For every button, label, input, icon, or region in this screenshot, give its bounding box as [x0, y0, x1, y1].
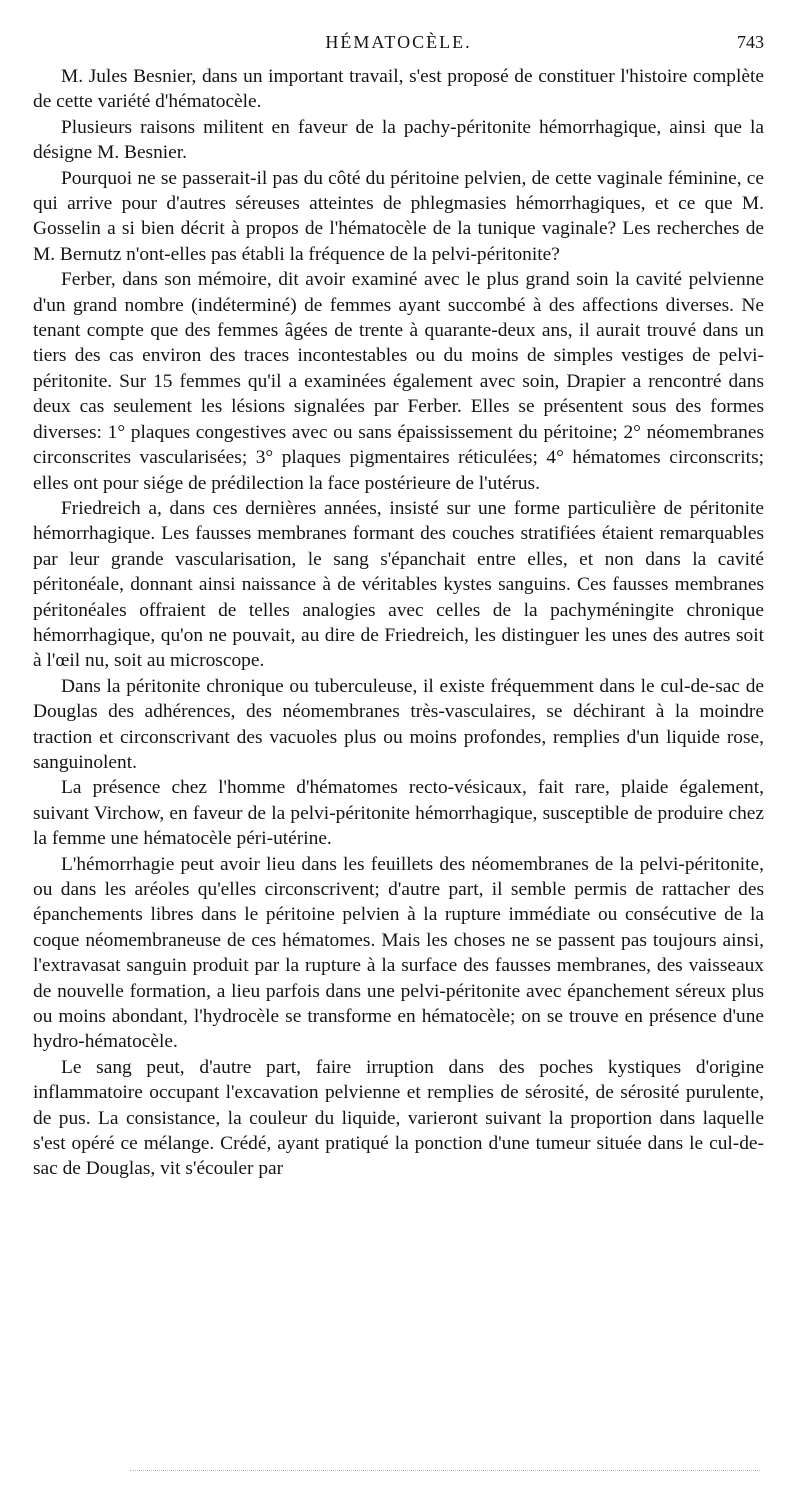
paragraph-besnier-intro: M. Jules Besnier, dans un important travail, s'est proposé de constituer l'histoire complète de cette variété d'hématocèle. — [33, 66, 764, 113]
paragraph-ferber: Ferber, dans son mémoire, dit avoir examiné avec le plus grand soin la cavité pelvienne d'un grand nombre (indéterminé) de femmes ayant succombé à des affections diverses. Ne tenant compte que des femmes âgées de trente à quarante-deux ans, il aurait trouvé dans un tiers des cas environ des traces incontestables ou du moins de simples vestiges de pelvi-péritonite. Sur 15 femmes qu'il a examinées également avec soin, Drapier a rencontré dans deux cas seulement les lésions signalées par Ferber. Elles se présentent sous des formes diverses: 1° plaques congestives avec ou sans épaississement du péritoine; 2° néomembranes circonscrites vascularisées; 3° plaques pigmentaires réticulées; 4° hématomes circonscrits; elles ont pour siége de prédilection la face postérieure de l'utérus. — [33, 269, 764, 494]
running-title: HÉMATOCÈLE. — [325, 32, 472, 52]
page-number: 743 — [737, 32, 764, 52]
bottom-margin-marks — [130, 1470, 760, 1477]
paragraph-pachy-peritonite: Plusieurs raisons militent en faveur de la pachy-péritonite hémorrhagique, ainsi que la désigne M. Besnier. — [33, 116, 764, 164]
paragraph-vaginale-feminine: Pourquoi ne se passerait-il pas du côté du péritoine pelvien, de cette vaginale féminine, ce qui arrive pour d'autres séreuses atteintes de phlegmasies hémorrhagiques, et ce que M. Gosselin a si bien décrit à propos de l'hématocèle de la tunique vaginale? Les recherches de M. Bernutz n'ont-elles pas établi la fréquence de la pelvi-péritonite? — [33, 167, 764, 265]
paragraph-sang-irruption: Le sang peut, d'autre part, faire irruption dans des poches kystiques d'origine inflammatoire occupant l'excavation pelvienne et remplies de sérosité, de sérosité purulente, de pus. La consistance, la couleur du liquide, varieront suivant la proportion dans laquelle s'est opéré ce mélange. Crédé, ayant pratiqué la ponction d'une tumeur située dans le cul-de-sac de Douglas, vit s'écouler par — [33, 1056, 764, 1180]
body-text — [33, 64, 764, 1182]
paragraph-hemorrhagie: L'hémorrhagie peut avoir lieu dans les feuillets des néomembranes de la pelvi-péritonite, ou dans les aréoles qu'elles circonscrivent; d'autre part, il semble permis de rattacher des épanchements libres dans le péritoine pelvien à la rupture immédiate ou consécutive de la coque néomembraneuse de ces hématomes. Mais les choses ne se passent pas toujours ainsi, l'extravasat sanguin produit par la rupture à la surface des fausses membranes, des vaisseaux de nouvelle formation, a lieu parfois dans une pelvi-péritonite avec épanchement séreux plus ou moins abondant, l'hydrocèle se transforme en hématocèle; on se trouve en présence d'une hydro-hématocèle. — [33, 853, 764, 1053]
paragraph-peritonite-chronique: Dans la péritonite chronique ou tuberculeuse, il existe fréquemment dans le cul-de-sac de Douglas des adhérences, des néomembranes très-vasculaires, se déchirant à la moindre traction et circonscrivant des vacuoles plus ou moins profondes, remplies d'un liquide rose, sanguinolent. — [33, 675, 764, 773]
paragraph-virchow: La présence chez l'homme d'hématomes recto-vésicaux, fait rare, plaide également, suivant Virchow, en faveur de la pelvi-péritonite hémorrhagique, susceptible de produire chez la femme une hématocèle péri-utérine. — [33, 777, 764, 850]
paragraph-friedreich: Friedreich a, dans ces dernières années, insisté sur une forme particulière de péritonite hémorrhagique. Les fausses membranes formant des couches stratifiées étaient remarquables par leur grande vascularisation, le sang s'épanchait entre elles, et non dans la cavité péritonéale, donnant ainsi naissance à de véritables kystes sanguins. Ces fausses membranes péritonéales offraient de telles analogies avec celles de la pachyméningite chronique hémorrhagique, qu'on ne pouvait, au dire de Friedreich, les distinguer les unes des autres soit à l'œil nu, soit au microscope. — [33, 497, 764, 672]
running-head — [33, 30, 764, 62]
